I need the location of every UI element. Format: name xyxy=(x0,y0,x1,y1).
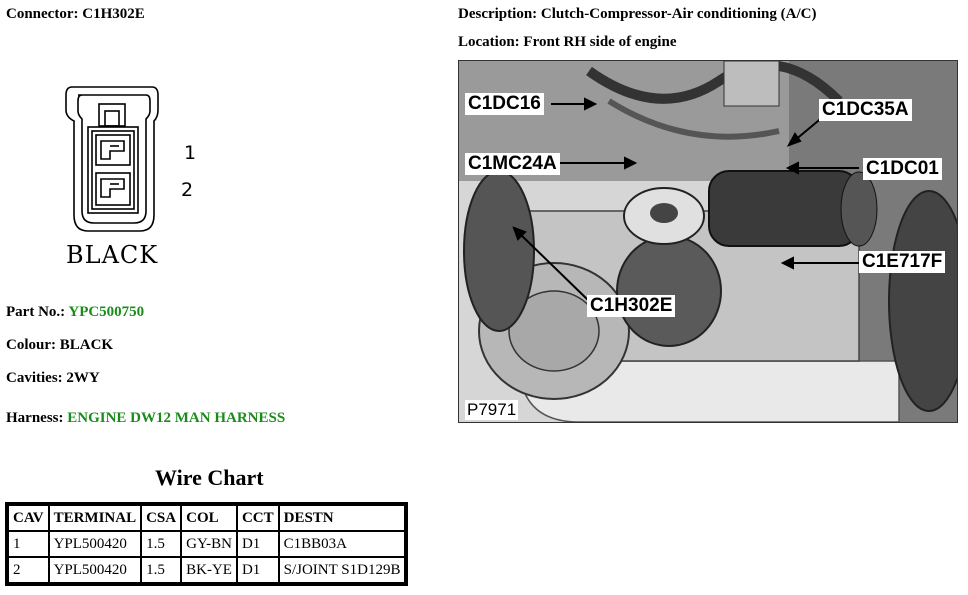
column-header-csa: CSA xyxy=(141,505,181,531)
connector-label: Connector: xyxy=(6,6,79,22)
column-header-col: COL xyxy=(181,505,237,531)
cell-col: GY-BN xyxy=(181,531,237,557)
harness-label: Harness: xyxy=(6,410,64,426)
location-heading xyxy=(458,34,676,51)
pin-2-label: 2 xyxy=(181,179,194,201)
callout-c1dc01: C1DC01 xyxy=(863,158,942,180)
column-header-cav: CAV xyxy=(8,505,49,531)
cell-csa: 1.5 xyxy=(141,531,181,557)
colour-label: Colour: xyxy=(6,337,56,353)
cavities-value: 2WY xyxy=(66,370,100,386)
colour-row xyxy=(6,337,113,354)
cell-cav: 1 xyxy=(8,531,49,557)
connector-value: C1H302E xyxy=(82,6,145,22)
engine-location-photo xyxy=(458,60,958,423)
callout-c1mc24a: C1MC24A xyxy=(465,153,560,175)
wire-chart-title: Wire Chart xyxy=(155,465,264,490)
cell-destn: C1BB03A xyxy=(279,531,406,557)
photo-reference-code: P7971 xyxy=(467,400,517,419)
cell-col: BK-YE xyxy=(181,557,237,583)
column-header-destn: DESTN xyxy=(279,505,406,531)
cell-cct: D1 xyxy=(237,557,279,583)
description-label: Description: xyxy=(458,6,538,22)
table-row xyxy=(8,557,405,583)
pin-1-label: 1 xyxy=(184,142,197,164)
cell-cav: 2 xyxy=(8,557,49,583)
description-heading xyxy=(458,6,816,23)
part-no-link[interactable]: YPC500750 xyxy=(68,304,145,320)
callout-c1h302e: C1H302E xyxy=(587,295,675,317)
description-value: Clutch-Compressor-Air conditioning (A/C) xyxy=(540,6,817,22)
part-no-row xyxy=(6,304,144,321)
part-no-label: Part No.: xyxy=(6,304,66,320)
cell-cct: D1 xyxy=(237,531,279,557)
connector-heading xyxy=(6,6,145,23)
column-header-cct: CCT xyxy=(237,505,279,531)
diagram-color-label: BLACK xyxy=(66,241,159,269)
callout-c1e717f: C1E717F xyxy=(859,251,945,273)
table-row xyxy=(8,531,405,557)
location-label: Location: xyxy=(458,34,520,50)
cell-destn: S/JOINT S1D129B xyxy=(279,557,406,583)
cell-terminal: YPL500420 xyxy=(49,531,142,557)
callout-c1dc16: C1DC16 xyxy=(465,93,544,115)
cavities-label: Cavities: xyxy=(6,370,63,386)
cell-terminal: YPL500420 xyxy=(49,557,142,583)
colour-value: BLACK xyxy=(59,337,114,353)
wire-chart-table xyxy=(5,502,408,586)
callout-c1dc35a: C1DC35A xyxy=(819,99,912,121)
harness-link[interactable]: ENGINE DW12 MAN HARNESS xyxy=(67,410,286,426)
cavities-row xyxy=(6,370,100,387)
connector-face-diagram xyxy=(58,85,208,275)
harness-row xyxy=(6,410,285,427)
cell-csa: 1.5 xyxy=(141,557,181,583)
location-value: Front RH side of engine xyxy=(523,34,677,50)
column-header-terminal: TERMINAL xyxy=(49,505,142,531)
table-header-row xyxy=(8,505,405,531)
